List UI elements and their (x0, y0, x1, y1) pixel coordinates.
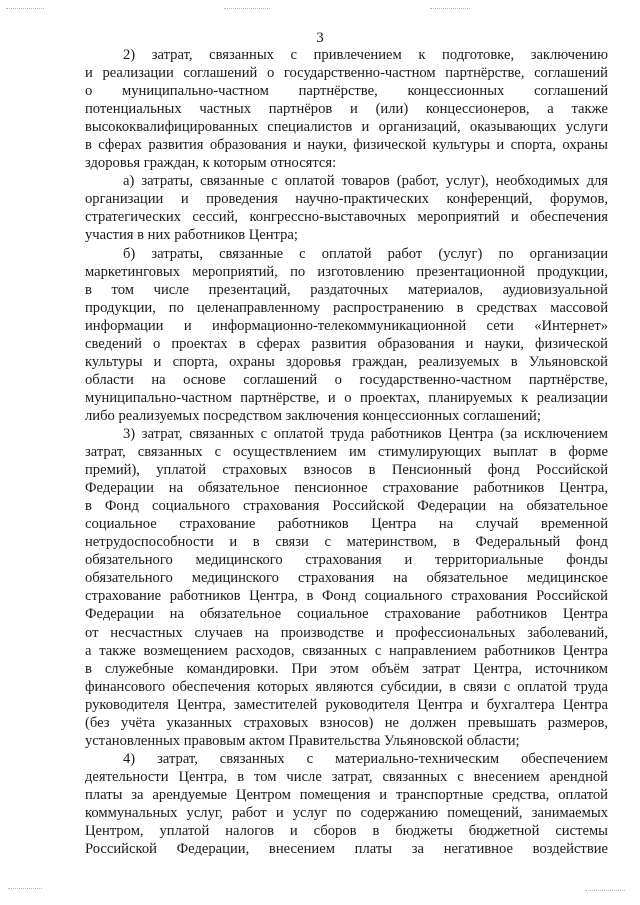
text-line: коммунальных услуг, работ и услуг по содержанию помещений, занимаемых (85, 804, 608, 821)
text-line: обязательного медицинского страхования и территориальные фонды (85, 552, 608, 569)
text-line: в том числе презентаций, раздаточных материалов, аудиовизуальной (85, 281, 608, 298)
text-line: затрат, связанных с осуществлением им стимулирующих выплат в форме (85, 444, 608, 461)
text-line: Центром, уплатой налогов и сборов в бюджеты бюджетной системы (85, 823, 608, 840)
text-line: установленных правовым актом Правительства Ульяновской области; (85, 732, 520, 749)
text-line: муниципально-частном партнёрстве, и о проектах, планируемых к реализации (85, 389, 608, 406)
text-line: в сферах развития образования и науки, физической культуры и спорта, охраны (85, 137, 608, 154)
text-line: страхование работников Центра, в Фонд социального страхования Российской (85, 588, 608, 605)
text-line: финансового обеспечения которых являются субсидии, в связи с оплатой труда (85, 678, 608, 695)
text-line: Федерации на обязательное социальное страхование работников Центра (85, 606, 608, 623)
text-line: стратегических сессий, конгрессно-выставочных мероприятий и обеспечения (85, 209, 608, 226)
text-line: от несчастных случаев на производстве и профессиональных заболеваний, (85, 624, 608, 641)
text-line: (без учёта указанных страховых взносов) не должен превышать размеров, (85, 714, 608, 731)
text-line: здоровья граждан, к которым относятся: (85, 155, 337, 172)
text-line: маркетинговых мероприятий, по изготовлению презентационной продукции, (85, 263, 608, 280)
text-line: руководителя Центра, заместителей руководителя Центра и бухгалтера Центра (85, 696, 608, 713)
text-line: 4) затрат, связанных с материально-техническим обеспечением (123, 750, 608, 767)
text-line: и реализации соглашений о государственно-частном партнёрстве, соглашений (85, 65, 608, 82)
text-line: организации и проведения научно-практических конференций, форумов, (85, 191, 608, 208)
text-line: в Фонд социального страхования Российской Федерации на обязательное (85, 498, 608, 515)
text-line: премий), уплатой страховых взносов в Пенсионный фонд Российской (85, 462, 608, 479)
text-line: обязательного медицинского страхования на обязательное медицинское (85, 570, 608, 587)
text-line: о муниципально-частном партнёрстве, концессионных соглашений (85, 83, 608, 100)
text-line: а также возмещением расходов, связанных с направлением работников Центра (85, 642, 608, 659)
text-line: 3) затрат, связанных с оплатой труда работников Центра (за исключением (123, 425, 608, 442)
text-line: области на основе соглашений о государственно-частном партнёрстве, (85, 371, 608, 388)
text-line: платы за арендуемые Центром помещения и транспортные средства, оплатой (85, 786, 608, 803)
scan-artifact-top-left (6, 8, 44, 9)
page-number: 3 (316, 30, 324, 46)
text-line: высококвалифицированных специалистов и организаций, оказывающих услуги (85, 119, 608, 136)
text-line: продукции, по целенаправленному распространению в средствах массовой (85, 299, 608, 316)
scan-artifact-top-right (430, 8, 470, 9)
scan-artifact-bottom-left (8, 888, 42, 889)
text-line: социальное страхование работников Центра на случай временной (85, 516, 608, 533)
document-body (85, 46, 608, 858)
scan-artifact-top-mid (224, 8, 270, 9)
text-line: сведений о проектах в сферах развития образования и науки, физической (85, 335, 608, 352)
scan-artifact-bottom-right (585, 890, 625, 891)
text-line: участия в них работников Центра; (85, 227, 298, 244)
text-line: потенциальных частных партнёров и (или) концессионеров, а также (85, 101, 608, 118)
text-line: нетрудоспособности и в связи с материнством, в Федеральный фонд (85, 534, 608, 551)
text-line: 2) затрат, связанных с привлечением к подготовке, заключению (123, 47, 608, 63)
text-line: Российской Федерации, внесением платы за негативное воздействие (85, 841, 608, 858)
text-line: культуры и спорта, охраны здоровья граждан, реализуемых в Ульяновской (85, 353, 608, 370)
text-line: деятельности Центра, в том числе затрат, связанных с внесением арендной (85, 768, 608, 785)
text-line: б) затраты, связанные с оплатой работ (услуг) по организации (123, 245, 608, 262)
text-line: Федерации на обязательное пенсионное страхование работников Центра, (85, 480, 608, 497)
text-line: а) затраты, связанные с оплатой товаров (работ, услуг), необходимых для (123, 173, 608, 190)
text-line: в служебные командировки. При этом объём затрат Центра, источником (85, 660, 608, 677)
text-line: информации и информационно-телекоммуникационной сети «Интернет» (85, 317, 608, 334)
text-line: либо реализуемых посредством заключения концессионных соглашений; (85, 407, 541, 424)
